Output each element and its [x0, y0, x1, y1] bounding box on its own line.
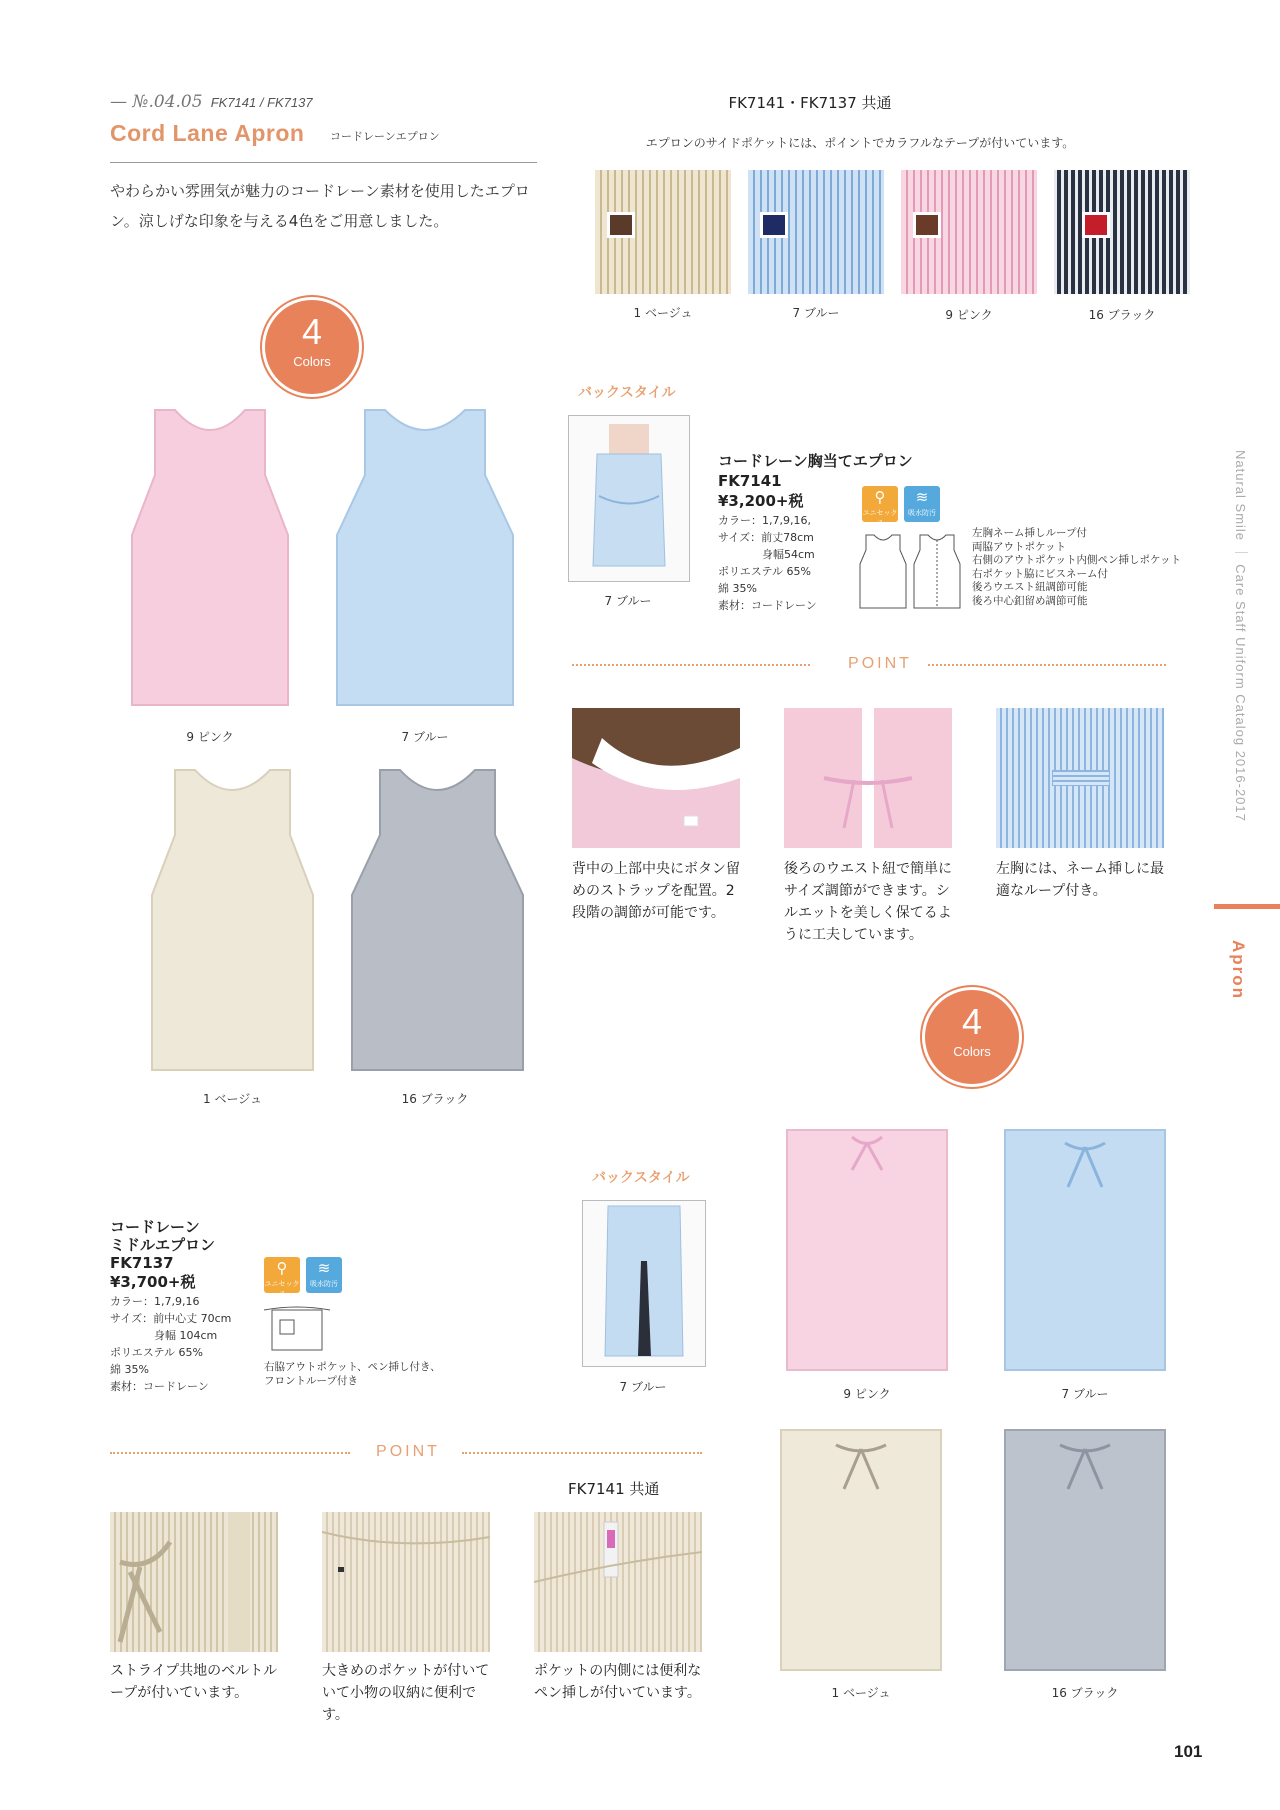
tape-beige [607, 212, 635, 238]
spec-line: 綿 35% [718, 582, 757, 595]
bib-back-caption: 7 ブルー [604, 594, 652, 608]
series-number: — №.04.05 FK7141 / FK7137 [110, 92, 313, 112]
unisex-icon: ⚲ ユニセックス [862, 488, 898, 527]
swatch-blue [748, 170, 884, 294]
spec-line: 素材：コードレーン [718, 599, 817, 612]
common-label: FK7141 共通 [568, 1480, 660, 1498]
waist-back-photo [582, 1200, 706, 1367]
tape-black [1082, 212, 1110, 238]
swatch-caption-pink: 9 ピンク [945, 308, 993, 322]
common-subtitle: エプロンのサイドポケットには、ポイントでカラフルなテープが付いています。 [645, 136, 1075, 150]
point-photo-loop [996, 708, 1164, 848]
point-text-pocket: 大きめのポケットが付いていて小物の収納に便利です。 [322, 1663, 490, 1723]
tape-blue [760, 212, 788, 238]
feature-line: 両脇アウトポケット [972, 540, 1066, 553]
waist-product-price: ¥3,700+税 [110, 1273, 196, 1291]
spec-line: サイズ：前丈78cm [718, 531, 814, 544]
spec-line: ポリエステル 65% [718, 565, 811, 578]
water-icon: ≋ 吸水防汚 [904, 486, 940, 522]
spec-line: 素材：コードレーン [110, 1380, 209, 1393]
bib-features [972, 527, 1192, 608]
bib-caption-pink: 9 ピンク [186, 730, 234, 744]
swatch-caption-blue: 7 ブルー [792, 306, 840, 320]
swatch-beige [595, 170, 731, 294]
tape-pink [913, 212, 941, 238]
colors-badge-label: Colors [953, 1044, 991, 1059]
apron-shape [132, 410, 288, 705]
intro-text: やわらかい雰囲気が魅力のコードレーン素材を使用したエプロン。涼しげな印象を与える4色をご用意しました。 [110, 182, 530, 230]
waist-line-drawing [262, 1302, 332, 1352]
waist-back-style-label: バックスタイル [592, 1170, 690, 1186]
point-photo-pen [534, 1512, 702, 1652]
feature-line: 左胸ネーム挿しループ付 [972, 527, 1087, 539]
feature-line: 右ポケット脇にビスネーム付 [972, 567, 1108, 580]
page-number: 101 [1174, 1742, 1203, 1761]
feature-line: 右脇アウトポケット、ペン挿し付き、 [264, 1361, 441, 1373]
waist-back-caption: 7 ブルー [619, 1380, 667, 1394]
point-label-2: POINT [376, 1443, 440, 1460]
point-text-pen: ポケットの内側には便利なペン挿しが付いています。 [534, 1663, 702, 1701]
colors-badge-2 [925, 990, 1019, 1084]
page-title-jp: コードレーンエプロン [330, 130, 440, 143]
title-divider [110, 162, 537, 163]
colors-badge-label: Colors [293, 354, 331, 369]
spec-line: ポリエステル 65% [110, 1346, 203, 1359]
bib-line-drawing [858, 530, 968, 610]
spec-line: カラー：1,7,9,16, [718, 514, 811, 527]
swatch-caption-black: 16 ブラック [1088, 308, 1156, 322]
point-divider-left-2 [110, 1452, 350, 1454]
point-text-beltloop: ストライプ共地のベルトループが付いています。 [110, 1663, 278, 1701]
section-label: Apron [1229, 940, 1248, 1001]
feature-line: フロントループ付き [264, 1374, 358, 1387]
bib-product-name: コードレーン胸当てエプロン [718, 452, 913, 470]
feature-line: 後ろ中心釦留め調節可能 [972, 594, 1088, 607]
waist-apron-pink [782, 1125, 952, 1375]
point-text-loop: 左胸には、ネーム挿しに最適なループ付き。 [996, 861, 1164, 899]
bib-specs [718, 512, 828, 614]
point-photo-pocket [322, 1512, 490, 1652]
waist-product-code: FK7137 [110, 1254, 174, 1272]
swatch-black [1054, 170, 1190, 294]
bib-apron-beige [150, 765, 315, 1075]
bib-caption-beige: 1 ベージュ [203, 1092, 262, 1106]
colors-badge [265, 300, 359, 394]
waist-apron-blue [1000, 1125, 1170, 1375]
spec-line: 身幅 104cm [110, 1329, 218, 1342]
waist-caption-blue: 7 ブルー [1061, 1387, 1109, 1401]
point-text-strap: 背中の上部中央にボタン留めのストラップを配置。2段階の調節が可能です。 [572, 861, 740, 921]
swatch-caption-beige: 1 ベージュ [633, 306, 693, 320]
waist-apron-beige [776, 1425, 946, 1675]
waist-apron-black [1000, 1425, 1170, 1675]
feature-line: 右側のアウトポケット内側ペン挿しポケット [972, 554, 1181, 566]
point-photo-beltloop [110, 1512, 278, 1652]
section-marker-bar [1214, 904, 1280, 909]
bib-apron-black [350, 765, 525, 1075]
bib-back-photo [568, 415, 690, 582]
unisex-icon: ⚲ ユニセックス [264, 1259, 300, 1298]
common-title: FK7141・FK7137 共通 [728, 94, 892, 112]
waist-features [264, 1361, 464, 1388]
waist-caption-beige: 1 ベージュ [831, 1686, 891, 1700]
spec-line: サイズ：前中心丈 70cm [110, 1312, 232, 1325]
bib-caption-blue: 7 ブルー [401, 730, 449, 744]
swatch-pink [901, 170, 1037, 294]
point-label: POINT [848, 655, 912, 672]
bib-caption-black: 16 ブラック [401, 1092, 469, 1106]
bib-apron-pink [130, 405, 290, 715]
feature-line: 後ろウエスト紐調節可能 [972, 581, 1088, 593]
waist-product-name-1: コードレーン [110, 1218, 200, 1236]
colors-badge-number: 4 [301, 311, 323, 352]
bib-product-code: FK7141 [718, 472, 782, 490]
spec-line: 身幅54cm [718, 548, 815, 561]
colors-badge-number: 4 [961, 1001, 983, 1042]
point-divider-right [928, 664, 1166, 666]
bib-product-price: ¥3,200+税 [718, 492, 804, 510]
point-photo-waist [784, 708, 952, 848]
waist-caption-pink: 9 ピンク [843, 1387, 891, 1401]
catalog-sidebar: Natural Smile ｜ Care Staff Uniform Catalog 2016-2017 [1233, 450, 1248, 822]
spec-line: 綿 35% [110, 1363, 149, 1376]
bib-apron-blue [335, 405, 515, 715]
point-divider-right-2 [462, 1452, 702, 1454]
point-photo-strap [572, 708, 740, 848]
page-title: Cord Lane Apron [110, 120, 305, 146]
waist-caption-black: 16 ブラック [1051, 1686, 1119, 1700]
water-icon: ≋ 吸水防汚 [306, 1257, 342, 1293]
point-divider-left [572, 664, 810, 666]
bib-back-style-label: バックスタイル [578, 385, 676, 401]
point-text-waist: 後ろのウエスト紐で簡単にサイズ調節ができます。シルエットを美しく保てるように工夫しています。 [784, 861, 952, 943]
waist-specs [110, 1293, 260, 1395]
waist-product-name-2: ミドルエプロン [110, 1236, 216, 1254]
spec-line: カラー：1,7,9,16 [110, 1295, 200, 1308]
